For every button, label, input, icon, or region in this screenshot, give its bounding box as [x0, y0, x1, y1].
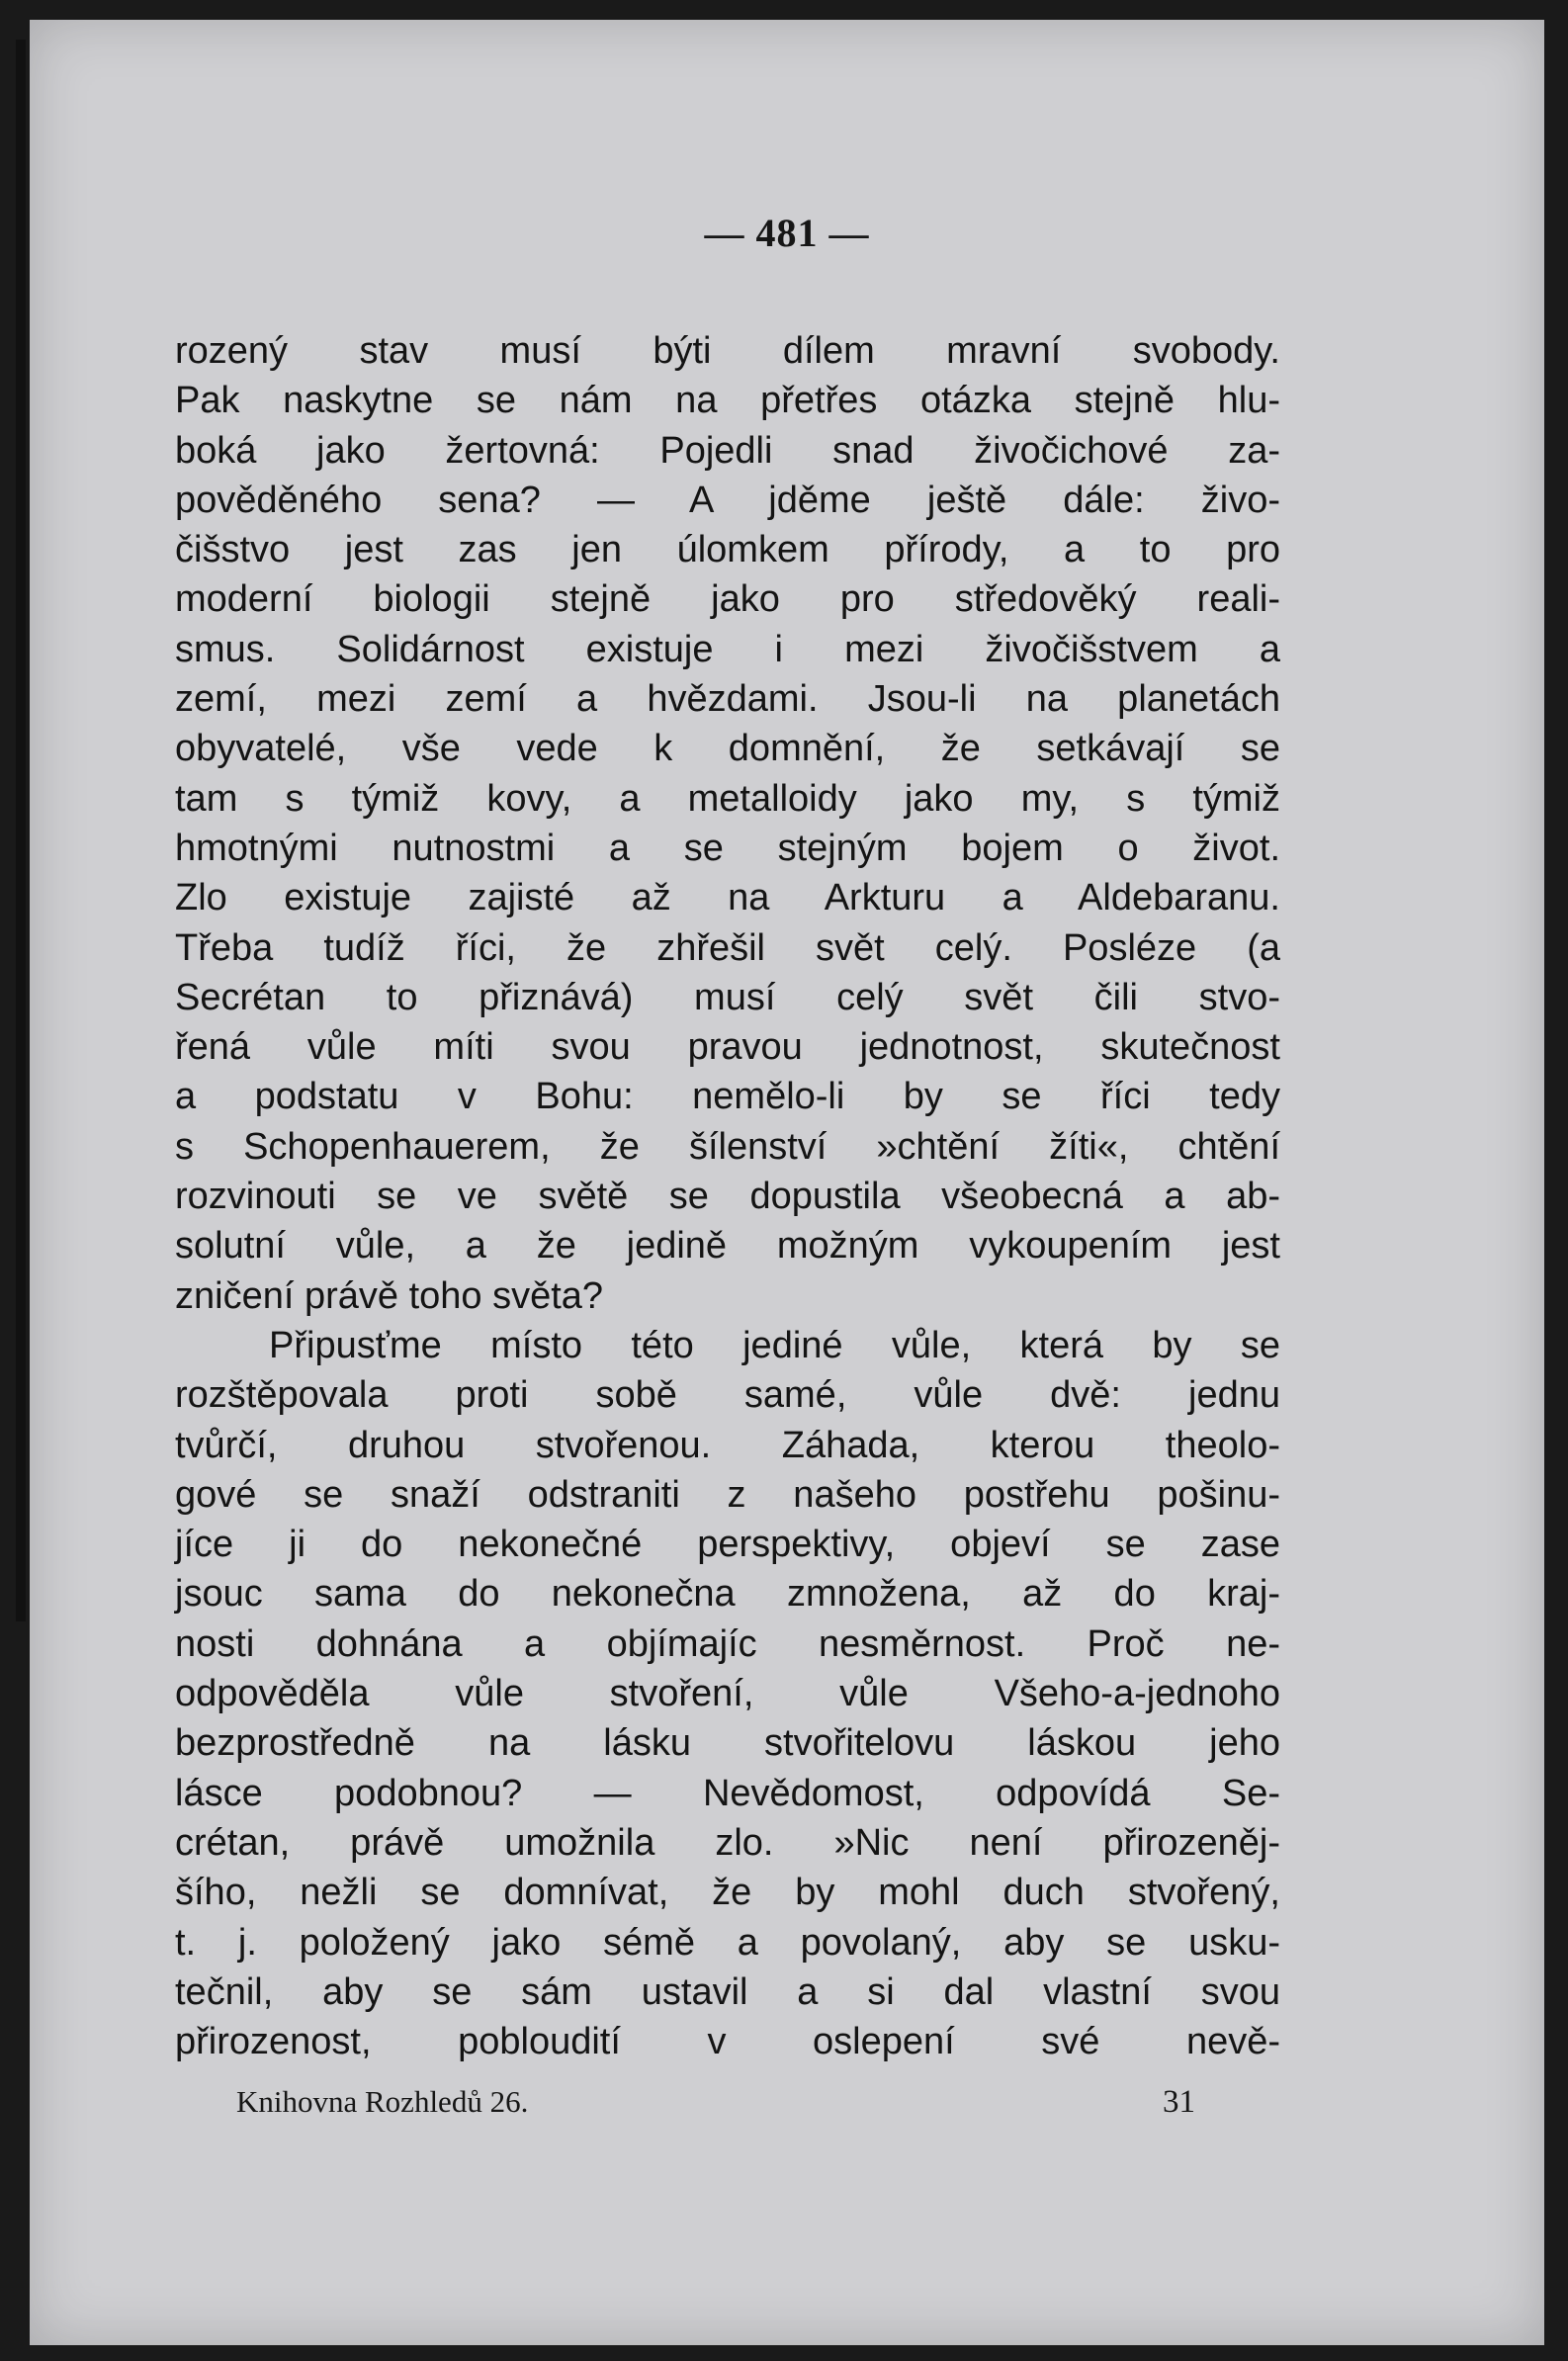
text-line: Připusťme místo této jediné vůle, která by se: [269, 1324, 1280, 1366]
text-line: odpověděla vůle stvoření, vůle Všeho-a-jednoho: [175, 1673, 1280, 1715]
text-line: Třeba tudíž říci, že zhřešil svět celý. Posléze (a: [175, 926, 1280, 969]
text-line: rozštěpovala proti sobě samé, vůle dvě: jednu: [175, 1374, 1280, 1417]
text-line: jsouc sama do nekonečna zmnožena, až do kraj-: [175, 1573, 1280, 1616]
text-line: tvůrčí, druhou stvořenou. Záhada, kterou theolo-: [175, 1424, 1280, 1466]
text-line: lásce podobnou? — Nevědomost, odpovídá Se-: [175, 1772, 1280, 1814]
paragraph-1: [175, 326, 1280, 1321]
text-line: t. j. položený jako sémě a povolaný, aby se usku-: [175, 1921, 1280, 1964]
text-line: čišstvo jest zas jen úlomkem přírody, a to pro: [175, 529, 1280, 571]
text-line: s Schopenhauerem, že šílenství »chtění žíti«, chtění: [175, 1125, 1280, 1168]
book-page: [30, 20, 1544, 2345]
body-text: [175, 326, 1280, 2066]
footer-signature-mark: 31: [1163, 2084, 1195, 2120]
text-line: Secrétan to přiznává) musí celý svět čili stvo-: [175, 976, 1280, 1018]
text-line: šího, nežli se domnívat, že by mohl duch stvořený,: [175, 1872, 1280, 1914]
binding-edge-shadow: [16, 40, 26, 1621]
text-line: solutní vůle, a že jedině možným vykoupením jest: [175, 1225, 1280, 1268]
text-line: gové se snaží odstraniti z našeho postřehu pošinu-: [175, 1473, 1280, 1516]
page-number: — 481 —: [704, 211, 870, 255]
text-line: nosti dohnána a objímajíc nesměrnost. Proč ne-: [175, 1622, 1280, 1665]
footer-series-title: Knihovna Rozhledů 26.: [236, 2084, 529, 2119]
text-line: pověděného sena? — A jděme ještě dále: živo-: [175, 479, 1280, 521]
text-line: obyvatelé, vše vede k domnění, že setkávají se: [175, 728, 1280, 770]
text-line: Zlo existuje zajisté až na Arkturu a Aldebaranu.: [175, 877, 1280, 919]
text-line: zničení právě toho světa?: [175, 1274, 604, 1317]
paragraph-2: [175, 1321, 1280, 2066]
text-line: jíce ji do nekonečné perspektivy, objeví se zase: [175, 1524, 1280, 1566]
text-line: bezprostředně na lásku stvořitelovu láskou jeho: [175, 1722, 1280, 1765]
text-line: crétan, právě umožnila zlo. »Nic není přirozeněj-: [175, 1821, 1280, 1864]
text-line: řená vůle míti svou pravou jednotnost, skutečnost: [175, 1026, 1280, 1069]
text-line: rozený stav musí býti dílem mravní svobody.: [175, 330, 1280, 372]
text-line: moderní biologii stejně jako pro středověký reali-: [175, 578, 1280, 621]
text-line: Pak naskytne se nám na přetřes otázka stejně hlu-: [175, 380, 1280, 422]
text-line: tam s týmiž kovy, a metalloidy jako my, s týmiž: [175, 777, 1280, 820]
text-line: přirozenost, pobloudití v oslepení své nevě-: [175, 2021, 1280, 2063]
text-line: smus. Solidárnost existuje i mezi živočišstvem a: [175, 628, 1280, 670]
text-line: tečnil, aby se sám ustavil a si dal vlastní svou: [175, 1970, 1280, 2013]
text-line: rozvinouti se ve světě se dopustila všeobecná a ab-: [175, 1176, 1280, 1218]
text-line: a podstatu v Bohu: nemělo-li by se říci tedy: [175, 1076, 1280, 1118]
text-line: zemí, mezi zemí a hvězdami. Jsou-li na planetách: [175, 678, 1280, 721]
text-line: hmotnými nutnostmi a se stejným bojem o život.: [175, 827, 1280, 869]
text-line: boká jako žertovná: Pojedli snad živočichové za-: [175, 429, 1280, 472]
